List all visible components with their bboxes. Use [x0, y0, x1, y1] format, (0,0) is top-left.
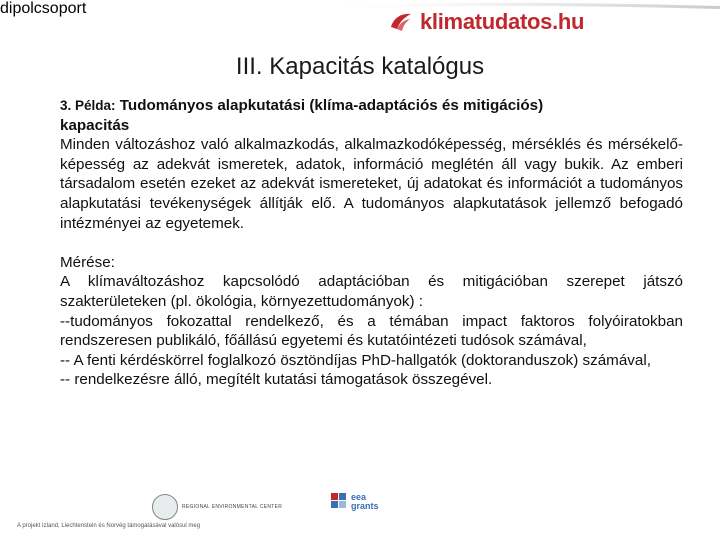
footer-logo-rec	[152, 494, 282, 520]
measurement-intro: A klímaváltozáshoz kapcsolódó adaptációban és mitigációban szerepet játszó szakterületeken (pl. ökológia, környezettudományok) :	[60, 273, 683, 310]
header-brand-bar	[0, 0, 720, 38]
brand-name: klimatudatos.hu	[420, 9, 585, 34]
globe-icon	[152, 494, 178, 520]
measurement-heading: Mérése:	[60, 253, 115, 271]
slide-title-text: III. Kapacitás katalógus	[235, 53, 485, 80]
measurement-item-3: -- rendelkezésre álló, megítélt kutatási támogatások összegével.	[60, 371, 493, 389]
brand-logo[interactable]	[388, 4, 584, 40]
eea-logo-text	[351, 493, 379, 511]
spacer	[60, 233, 683, 253]
eea-line2: grants	[351, 501, 379, 511]
slide-body	[60, 96, 683, 390]
footer-note: A projekt Izland, Liechtenstein és Norvég támogatásával valósul meg	[17, 523, 201, 529]
rec-logo-text: REGIONAL ENVIRONMENTAL CENTER	[182, 504, 283, 510]
header-swoosh-graphic	[0, 0, 720, 38]
example-title-part1: Tudományos alapkutatási (klíma-adaptációs és mitigációs)	[119, 97, 544, 114]
slide-title	[0, 53, 720, 81]
brand-mark-icon	[388, 9, 414, 35]
example-title-part2: kapacitás	[60, 116, 130, 134]
footer-logo-eea	[330, 492, 379, 512]
footer-logo-dipol: dipolcsoport	[0, 0, 87, 17]
eea-line1: eea	[351, 492, 367, 502]
example-heading	[60, 96, 683, 135]
eea-grants-icon	[330, 492, 348, 512]
paragraph-intro: Minden változáshoz való alkalmazkodás, alkalmazkodóképesség, mérséklés és mérsékelő-képesség az adekvát ismeretek, adatok, információ meglétén áll vagy bukik. Az emberi társadalom esetén ezeket az adekvát ismereteket, új adatokat és információt a tudományos alapkutatási tevékenységek állítják elő. A tudományos alapkutatások jellemző befogadó intézményei az egyetemek.	[60, 136, 683, 232]
example-prefix: 3. Példa:	[60, 98, 116, 113]
measurement-item-2: -- A fenti kérdéskörrel foglalkozó ösztöndíjas PhD-hallgatók (doktoranduszok) számával,	[60, 351, 651, 369]
measurement-item-1: --tudományos fokozattal rendelkező, és a témában impact faktoros folyóiratokban rendszeresen publikáló, főállású egyetemi és kutatóintézeti tudósok számával,	[60, 312, 683, 350]
